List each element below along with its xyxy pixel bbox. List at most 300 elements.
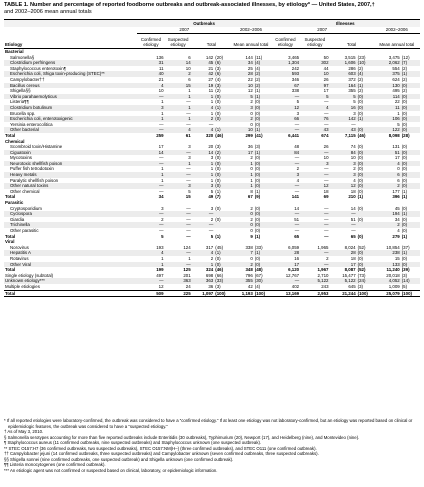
value-cell: 338 bbox=[291, 88, 300, 94]
value-cell: 1 bbox=[210, 166, 214, 172]
value-cell: 4 bbox=[165, 127, 192, 133]
value-cell: 1 bbox=[161, 99, 164, 105]
value-cell: (0) bbox=[254, 121, 261, 127]
value-cell: 2 bbox=[326, 255, 329, 261]
value-cell: (1) bbox=[401, 194, 408, 200]
value-cell: (0) bbox=[254, 155, 261, 161]
value-cell: 375 bbox=[374, 71, 401, 77]
value-cell: (100) bbox=[401, 290, 420, 297]
value-cell: 1 bbox=[137, 262, 164, 268]
etiology-cell: Rotavirus bbox=[10, 255, 29, 261]
value-cell: (3) bbox=[215, 65, 221, 71]
value-cell: 14 bbox=[165, 60, 192, 66]
value-cell: (0) bbox=[357, 216, 364, 222]
value-cell: 8 bbox=[250, 188, 253, 194]
category-label: Viral bbox=[5, 239, 15, 245]
value-cell: 2 bbox=[374, 183, 401, 189]
value-cell: 21,244 bbox=[330, 290, 357, 297]
value-cell: 12 bbox=[158, 283, 164, 289]
value-cell: (1) bbox=[254, 188, 261, 194]
value-cell: (52) bbox=[357, 244, 366, 250]
value-cell: 593 bbox=[271, 71, 300, 77]
value-cell: 10 bbox=[231, 127, 254, 133]
value-cell: 19 bbox=[192, 83, 215, 89]
value-cell: 238 bbox=[374, 250, 401, 256]
value-cell: 1,967 bbox=[317, 267, 329, 273]
value-cell: — bbox=[324, 110, 329, 116]
value-cell: — bbox=[186, 233, 191, 239]
value-cell: 84 bbox=[330, 150, 357, 156]
value-cell: (7) bbox=[401, 60, 420, 66]
value-cell: — bbox=[324, 166, 329, 172]
value-cell: (2) bbox=[254, 83, 271, 89]
value-cell: (0) bbox=[357, 177, 364, 183]
value-cell: — bbox=[186, 166, 191, 172]
value-cell: 194 bbox=[374, 211, 401, 217]
value-cell: 5 bbox=[330, 94, 357, 100]
value-cell: — bbox=[165, 172, 192, 178]
value-cell: 299 bbox=[245, 132, 253, 138]
value-cell: (0) bbox=[215, 155, 221, 161]
header-row-groups bbox=[4, 20, 420, 28]
value-cell: 122 bbox=[374, 127, 401, 133]
value-cell: 6,120 bbox=[288, 267, 300, 273]
value-cell: 51 bbox=[374, 150, 401, 156]
value-cell: (0) bbox=[214, 116, 231, 122]
value-cell: 1 bbox=[231, 183, 254, 189]
suspected-header: Suspected etiology bbox=[300, 34, 329, 49]
etiology-cell: Paralytic shellfish poison bbox=[10, 177, 59, 183]
value-cell: (6) bbox=[214, 60, 231, 66]
value-cell: 11,240 bbox=[386, 267, 400, 273]
value-cell: (0) bbox=[214, 161, 231, 167]
value-cell: 4 bbox=[300, 105, 329, 111]
value-cell: (1) bbox=[254, 250, 271, 256]
value-cell: 36 bbox=[247, 144, 253, 150]
value-cell: 25,079 bbox=[374, 290, 401, 297]
value-cell: — bbox=[294, 228, 300, 233]
value-cell: (0) bbox=[357, 127, 374, 133]
outbreaks-header: Outbreaks bbox=[137, 20, 270, 28]
value-cell: (0) bbox=[357, 205, 364, 211]
value-cell: (0) bbox=[254, 228, 261, 233]
value-cell: 15 bbox=[165, 83, 192, 89]
etiology-cell: Campylobacter†† bbox=[10, 76, 45, 82]
value-cell: — bbox=[300, 250, 329, 256]
value-cell: 28 bbox=[330, 250, 357, 256]
value-cell: 1 bbox=[161, 177, 164, 183]
value-cell: (12) bbox=[401, 54, 410, 60]
value-cell: (33) bbox=[214, 278, 231, 284]
value-cell: 3 bbox=[188, 155, 191, 161]
value-cell: (0) bbox=[215, 255, 221, 261]
value-cell: 136 bbox=[156, 54, 164, 60]
value-cell: 16 bbox=[294, 255, 300, 261]
value-cell: 144 bbox=[245, 54, 253, 60]
value-cell: 0 bbox=[231, 222, 254, 228]
value-cell: (0) bbox=[401, 83, 420, 89]
value-cell: (33) bbox=[254, 244, 263, 250]
value-cell: 2 bbox=[296, 166, 300, 172]
value-cell: 1,193 bbox=[231, 290, 254, 297]
value-cell: (0) bbox=[215, 205, 221, 211]
value-cell: 1 bbox=[165, 94, 192, 100]
value-cell: 2 bbox=[374, 222, 401, 228]
value-cell: 363 bbox=[192, 278, 215, 284]
value-cell: — bbox=[324, 99, 329, 105]
value-cell: 603 bbox=[330, 71, 357, 77]
value-cell: (0) bbox=[357, 172, 374, 178]
value-cell: — bbox=[351, 121, 356, 127]
value-cell: 6,441 bbox=[288, 132, 300, 138]
value-cell: 10 bbox=[231, 83, 254, 89]
value-cell: 131 bbox=[392, 144, 400, 150]
value-cell: 402 bbox=[291, 283, 300, 289]
value-cell: 317 bbox=[205, 244, 214, 250]
value-cell: 3 bbox=[271, 172, 300, 178]
value-cell: 1 bbox=[397, 110, 400, 116]
value-cell: (0) bbox=[254, 161, 271, 167]
value-cell: 243 bbox=[321, 283, 329, 289]
value-cell: 11 bbox=[374, 105, 401, 111]
value-cell: (1) bbox=[254, 150, 271, 156]
value-cell: — bbox=[271, 161, 300, 167]
value-cell: (23) bbox=[357, 54, 366, 60]
value-cell: 31 bbox=[137, 60, 164, 66]
value-cell: 3 bbox=[137, 105, 164, 111]
value-cell: 26 bbox=[323, 144, 329, 150]
value-cell: (73) bbox=[357, 272, 366, 278]
value-cell: 42 bbox=[247, 283, 253, 289]
table-row bbox=[4, 116, 420, 122]
value-cell: (0) bbox=[401, 121, 408, 127]
value-cell: — bbox=[271, 278, 300, 284]
value-cell: 12 bbox=[300, 183, 329, 189]
total-header: Total bbox=[192, 34, 232, 49]
value-cell: 44 bbox=[323, 65, 329, 71]
footnote: † As of May 3, 2010. bbox=[4, 429, 44, 434]
value-cell: (30) bbox=[254, 278, 271, 284]
value-cell: 3 bbox=[296, 110, 300, 116]
value-cell: — bbox=[186, 121, 191, 127]
value-cell: 1 bbox=[210, 110, 214, 116]
value-cell: 65 bbox=[294, 233, 300, 239]
value-cell: 4,052 bbox=[374, 278, 401, 284]
value-cell: — bbox=[186, 177, 191, 183]
value-cell: — bbox=[271, 211, 300, 217]
value-cell: 199 bbox=[156, 267, 164, 273]
category-label: Bacterial bbox=[5, 49, 24, 54]
value-cell: — bbox=[186, 99, 191, 105]
value-cell: 363 bbox=[165, 278, 192, 284]
value-cell: (0) bbox=[401, 183, 420, 189]
value-cell: — bbox=[186, 110, 191, 116]
value-cell: (0) bbox=[401, 172, 420, 178]
value-cell: — bbox=[330, 222, 357, 228]
value-cell: (4) bbox=[254, 65, 261, 71]
value-cell: (100) bbox=[214, 290, 231, 297]
value-cell: 2 bbox=[165, 71, 192, 77]
value-cell: 5,122 bbox=[300, 278, 329, 284]
value-cell: 42 bbox=[192, 71, 215, 77]
value-cell: (0) bbox=[215, 110, 221, 116]
value-cell: — bbox=[294, 188, 300, 194]
value-cell: 36 bbox=[208, 283, 214, 289]
value-cell: 2 bbox=[250, 155, 253, 161]
value-cell: — bbox=[159, 188, 164, 194]
value-cell: (0) bbox=[254, 105, 271, 111]
value-cell: 372 bbox=[348, 76, 356, 82]
value-cell: (1) bbox=[401, 188, 408, 194]
value-cell: (1) bbox=[254, 233, 261, 239]
value-cell: 43 bbox=[330, 127, 357, 133]
value-cell: 6 bbox=[188, 76, 191, 82]
value-cell: 3 bbox=[161, 205, 164, 211]
value-cell: 1 bbox=[210, 99, 214, 105]
value-cell: 22 bbox=[247, 76, 253, 82]
value-cell: (0) bbox=[357, 94, 374, 100]
etiology-cell: Salmonella§ bbox=[10, 54, 35, 60]
value-cell: — bbox=[300, 172, 329, 178]
value-cell: 554 bbox=[392, 65, 400, 71]
etiology-cell: Staphylococcus enterotoxin¶ bbox=[10, 65, 67, 71]
value-cell: 142 bbox=[205, 54, 214, 60]
outbreaks-table bbox=[4, 19, 420, 297]
outbreaks-2007-header: 2007 bbox=[137, 27, 231, 34]
value-cell: 124 bbox=[183, 244, 191, 250]
value-cell: 0 bbox=[231, 211, 254, 217]
confirmed-header: Confirmed etiology bbox=[271, 34, 300, 49]
value-cell: 74 bbox=[350, 144, 356, 150]
value-cell: 3,515 bbox=[344, 54, 356, 60]
value-cell: 20,018 bbox=[386, 272, 400, 278]
value-cell: 17 bbox=[323, 88, 329, 94]
value-cell: (7) bbox=[215, 194, 221, 200]
value-cell: 1 bbox=[161, 255, 164, 261]
value-cell: (0) bbox=[215, 177, 221, 183]
value-cell: 34 bbox=[394, 216, 400, 222]
value-cell: 14 bbox=[137, 150, 164, 156]
value-cell: 6 bbox=[188, 54, 191, 60]
value-cell: (0) bbox=[215, 216, 221, 222]
value-cell: 3 bbox=[300, 161, 329, 167]
value-cell: 48 bbox=[294, 144, 300, 150]
value-cell: 1,097 bbox=[192, 290, 215, 297]
value-cell: 17 bbox=[330, 262, 357, 268]
value-cell: (67) bbox=[254, 272, 263, 278]
value-cell: 0 bbox=[250, 255, 253, 261]
value-cell: (0) bbox=[401, 228, 408, 233]
value-cell: 3 bbox=[330, 161, 357, 167]
value-cell: 18 bbox=[350, 255, 356, 261]
value-cell: (0) bbox=[214, 94, 231, 100]
value-cell: 27 bbox=[208, 76, 214, 82]
value-cell: 1 bbox=[250, 177, 253, 183]
value-cell: 5 bbox=[397, 121, 400, 127]
value-cell: (4) bbox=[254, 60, 271, 66]
value-cell: 28 bbox=[271, 250, 300, 256]
value-cell: 13,169 bbox=[271, 290, 300, 297]
value-cell: (2) bbox=[254, 76, 261, 82]
value-cell: (2) bbox=[401, 88, 408, 94]
value-cell: (1) bbox=[401, 250, 420, 256]
etiology-cell: Other Viral bbox=[4, 262, 137, 268]
value-cell: 5 bbox=[353, 99, 356, 105]
value-cell: (0) bbox=[357, 155, 364, 161]
value-cell: 645 bbox=[348, 283, 356, 289]
value-cell: 45 bbox=[394, 205, 400, 211]
value-cell: — bbox=[208, 228, 214, 233]
value-cell: 65 bbox=[350, 233, 356, 239]
value-cell: 66 bbox=[271, 116, 300, 122]
value-cell: (4) bbox=[254, 283, 261, 289]
value-cell: — bbox=[137, 183, 164, 189]
value-cell: — bbox=[324, 233, 329, 239]
value-cell: (46) bbox=[215, 267, 224, 273]
etiology-cell: Other bacterial bbox=[4, 127, 137, 133]
value-cell: (0) bbox=[357, 262, 374, 268]
value-cell: 14 bbox=[294, 205, 300, 211]
etiology-cell: Bacillus cereus bbox=[4, 83, 137, 89]
value-cell: 133 bbox=[374, 262, 401, 268]
value-cell: (0) bbox=[357, 161, 374, 167]
footnote: §§ Shigella sonnei (nine confirmed outbreaks, one suspected outbreak) and Shigella unknown (one confirmed outbreak). bbox=[4, 456, 234, 462]
value-cell: 4 bbox=[296, 177, 300, 183]
value-cell: — bbox=[294, 155, 300, 161]
value-cell: 20 bbox=[208, 144, 214, 150]
etiology-cell: Yersinia enterocolitica bbox=[10, 121, 53, 127]
value-cell: (0) bbox=[357, 233, 364, 239]
etiology-cell: Puffer fish tetrodotoxin bbox=[10, 166, 54, 172]
value-cell: 50 bbox=[323, 54, 329, 60]
value-cell: 4 bbox=[192, 127, 215, 133]
value-cell: (1) bbox=[401, 211, 420, 217]
value-cell: 1 bbox=[161, 110, 164, 116]
value-cell: 1 bbox=[192, 172, 215, 178]
value-cell: (2) bbox=[254, 71, 271, 77]
value-cell: (0) bbox=[401, 205, 408, 211]
value-cell: 40 bbox=[137, 71, 164, 77]
value-cell: — bbox=[300, 262, 329, 268]
value-cell: (4) bbox=[215, 76, 221, 82]
value-cell: (14) bbox=[401, 278, 420, 284]
value-cell: 24 bbox=[185, 283, 191, 289]
mean-annual-total-header: Mean annual total bbox=[374, 34, 420, 49]
value-cell: 4 bbox=[137, 83, 164, 89]
value-cell: (0) bbox=[254, 222, 271, 228]
value-cell: (3) bbox=[215, 283, 221, 289]
value-cell: (1) bbox=[401, 71, 420, 77]
value-cell: 674 bbox=[321, 132, 329, 138]
value-cell: (0) bbox=[254, 172, 271, 178]
value-cell: (0) bbox=[401, 262, 420, 268]
mean-annual-total-header: Mean annual total bbox=[231, 34, 271, 49]
value-cell: 2,953 bbox=[300, 290, 329, 297]
value-cell: 15 bbox=[185, 194, 191, 200]
value-cell: 34 bbox=[158, 194, 164, 200]
value-cell: (1) bbox=[215, 233, 221, 239]
value-cell: (0) bbox=[401, 127, 420, 133]
value-cell: — bbox=[300, 222, 329, 228]
value-cell: (2) bbox=[357, 65, 364, 71]
value-cell: — bbox=[330, 211, 357, 217]
value-cell: (37) bbox=[401, 244, 410, 250]
value-cell: — bbox=[300, 211, 329, 217]
illnesses-2002-2006-header: 2002–2006 bbox=[374, 27, 420, 34]
value-cell: — bbox=[324, 177, 329, 183]
category-label: Chemical bbox=[5, 138, 25, 144]
value-cell: 3 bbox=[192, 183, 215, 189]
value-cell: (0) bbox=[254, 255, 261, 261]
footnote: †† Campylobacter jejuni (14 confirmed outbreaks, three suspected outbreaks) and Campylobacter unknown (seven confirmed outbreaks, three suspected outbreaks). bbox=[4, 451, 319, 456]
value-cell: (39) bbox=[401, 267, 410, 273]
value-cell: (0) bbox=[254, 216, 261, 222]
value-cell: 45 bbox=[192, 60, 215, 66]
value-cell: (1) bbox=[214, 250, 231, 256]
value-cell: 210 bbox=[348, 194, 356, 200]
etiology-cell: Total bbox=[5, 194, 16, 200]
value-cell: (0) bbox=[254, 205, 261, 211]
value-cell: 509 bbox=[137, 290, 164, 297]
value-cell: 43 bbox=[300, 127, 329, 133]
value-cell: (48) bbox=[254, 267, 263, 273]
value-cell: 61 bbox=[185, 132, 191, 138]
etiology-cell: Other chemical bbox=[10, 188, 40, 194]
value-cell: 1,304 bbox=[271, 60, 300, 66]
value-cell: 346 bbox=[291, 76, 300, 82]
value-cell: (0) bbox=[401, 155, 408, 161]
value-cell: 0 bbox=[250, 110, 253, 116]
value-cell: 6 bbox=[397, 177, 400, 183]
value-cell: 67 bbox=[247, 194, 253, 200]
value-cell: 1 bbox=[210, 177, 214, 183]
value-cell: 5,122 bbox=[330, 278, 357, 284]
value-cell: (0) bbox=[357, 110, 364, 116]
value-cell: (2) bbox=[401, 76, 408, 82]
value-cell: (0) bbox=[357, 99, 364, 105]
table-title-sub: and 2002–2006 mean annual totals bbox=[4, 9, 92, 15]
etiology-cell: Total bbox=[5, 132, 16, 138]
suspected-header: Suspected etiology bbox=[165, 34, 192, 49]
value-cell: 51 bbox=[350, 216, 356, 222]
value-cell: (10) bbox=[357, 60, 374, 66]
etiology-cell: Total bbox=[5, 267, 16, 273]
value-cell: 2,062 bbox=[374, 60, 401, 66]
value-cell: — bbox=[271, 183, 300, 189]
value-cell: (45) bbox=[215, 244, 224, 250]
value-cell: (0) bbox=[215, 99, 221, 105]
value-cell: (1) bbox=[254, 127, 271, 133]
value-cell: (5) bbox=[401, 283, 408, 289]
value-cell: (24) bbox=[357, 278, 374, 284]
value-cell: 1 bbox=[231, 172, 254, 178]
value-cell: 2 bbox=[231, 262, 254, 268]
value-cell: 4 bbox=[192, 105, 215, 111]
value-cell: 25 bbox=[247, 65, 253, 71]
value-cell: — bbox=[300, 150, 329, 156]
etiology-cell: Cryptosporidium bbox=[10, 205, 42, 211]
value-cell: (0) bbox=[254, 166, 261, 172]
value-cell: (2) bbox=[215, 88, 221, 94]
value-cell: 3 bbox=[210, 205, 214, 211]
value-cell: — bbox=[137, 211, 164, 217]
value-cell: 84 bbox=[271, 150, 300, 156]
value-cell: 1 bbox=[231, 161, 254, 167]
value-cell: 3,475 bbox=[388, 54, 400, 60]
etiology-cell: Escherichia coli, enterotoxigenic bbox=[4, 116, 137, 122]
etiology-cell: Other natural toxins bbox=[4, 183, 137, 189]
value-cell: 5 bbox=[296, 99, 300, 105]
